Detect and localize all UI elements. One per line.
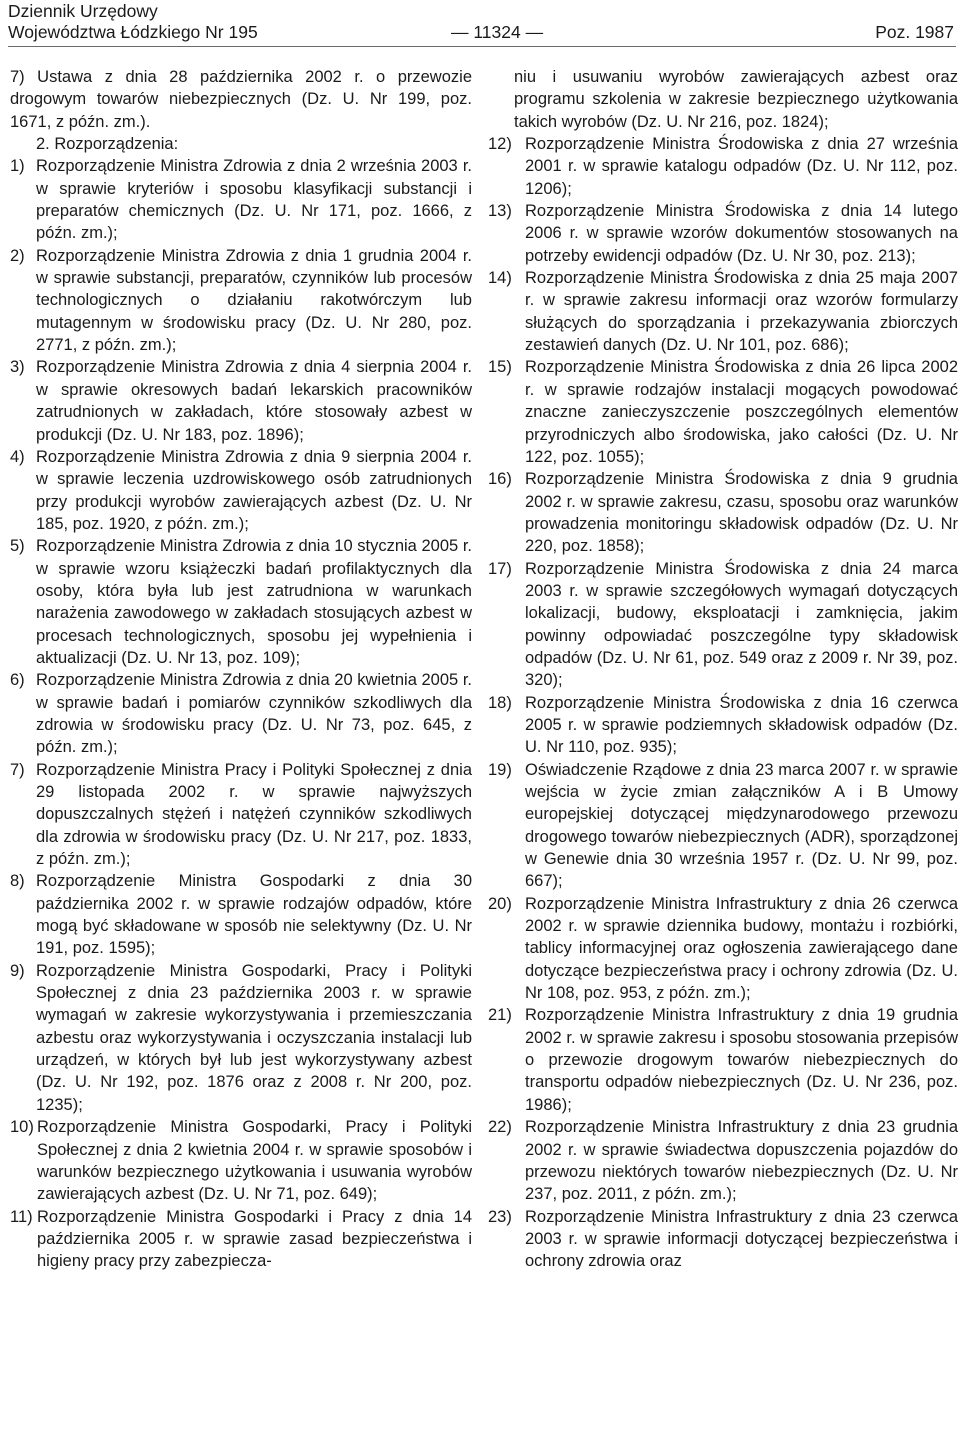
continuation-text: niu i usuwaniu wyrobów zawierających azbest oraz programu szkolenia w zakresie bezpiecznego użytkowania takich wyrobów (Dz. U. Nr 216, poz. 1824); — [514, 68, 958, 131]
list-item — [10, 356, 472, 445]
item-text: Rozporządzenie Ministra Zdrowia z dnia 10 stycznia 2005 r. w sprawie wzoru książeczki badań profilaktycznych dla osoby, która była lub jest zatrudniona w warunkach narażenia zawodowego w zakładach stosujących azbest w procesach technologicznych, sposobu jej wypełnienia i aktualizacji (Dz. U. Nr 13, poz. 109); — [36, 537, 472, 667]
left-list — [10, 155, 472, 1272]
list-item — [488, 1004, 958, 1116]
list-item — [10, 669, 472, 758]
item-number: 21) — [488, 1006, 512, 1025]
item-text: Rozporządzenie Ministra Gospodarki i Pracy z dnia 14 października 2005 r. w sprawie zasad bezpieczeństwa i higieny pracy przy zabezpiecza- — [37, 1207, 472, 1271]
item-text: Rozporządzenie Ministra Gospodarki, Pracy i Polityki Społecznej z dnia 23 października 2003 r. w sprawie wymagań w zakresie wykorzystywania i przemieszczania azbestu oraz wykorzystywania i oczyszczania instalacji lub urządzeń, w których był lub jest wykorzystywany azbest (Dz. U. Nr 192, poz. 1876 oraz z 2008 r. Nr 200, poz. 1235); — [36, 961, 472, 1114]
list-item — [10, 245, 472, 357]
right-list — [488, 133, 958, 1273]
item-number: 4) — [10, 447, 25, 466]
item-text: Rozporządzenie Ministra Zdrowia z dnia 20 kwietnia 2005 r. w sprawie badań i pomiarów czynników szkodliwych dla zdrowia w środowisku pracy (Dz. U. Nr 73, poz. 645, z późn. zm.); — [36, 671, 472, 757]
section-heading: 2. Rozporządzenia: — [36, 135, 179, 154]
list-item — [10, 960, 472, 1116]
item-number: 11) — [10, 1207, 33, 1226]
item-number: 9) — [10, 961, 25, 980]
item-number: 22) — [488, 1118, 512, 1137]
list-item — [488, 133, 958, 200]
item-text: Rozporządzenie Ministra Środowiska z dnia 26 lipca 2002 r. w sprawie rodzajów instalacji mogących powodować znaczne zanieczyszczenie poszczególnych elementów przyrodniczych albo środowiska, jako całości (Dz. U. Nr 122, poz. 1055); — [525, 358, 958, 466]
right-column — [488, 66, 958, 1273]
item-number: 10) — [10, 1118, 34, 1137]
item-number: 6) — [10, 671, 25, 690]
list-item — [488, 759, 958, 893]
item-text: Rozporządzenie Ministra Infrastruktury z dnia 23 grudnia 2002 r. w sprawie świadectwa dopuszczenia pojazdów do przewozu niektórych towarów niebezpiecznych (Dz. U. Nr 237, poz. 2011, z późn. zm.); — [525, 1118, 958, 1204]
list-item — [10, 870, 472, 959]
position-number: Poz. 1987 — [875, 22, 954, 42]
item-number: 13) — [488, 202, 512, 221]
list-item — [10, 446, 472, 535]
item-text: Rozporządzenie Ministra Środowiska z dnia 16 czerwca 2005 r. w sprawie podziemnych składowisk odpadów (Dz. U. Nr 110, poz. 935); — [525, 693, 958, 757]
item-number: 16) — [488, 470, 512, 489]
list-item — [488, 356, 958, 468]
item-number: 15) — [488, 358, 512, 377]
item-number: 3) — [10, 358, 25, 377]
list-item — [10, 1206, 472, 1273]
item-number: 12) — [488, 135, 512, 154]
item-number: 5) — [10, 537, 25, 556]
item-number: 1) — [10, 157, 25, 176]
item-text: Rozporządzenie Ministra Gospodarki, Pracy i Polityki Społecznej z dnia 2 kwietnia 2004 r. w sprawie sposobów i warunków bezpiecznego użytkowania i usuwania wyrobów zawierających azbest (Dz. U. Nr 71, poz. 649); — [37, 1118, 472, 1204]
journal-subtitle: Województwa Łódzkiego Nr 195 — [8, 22, 258, 42]
item-text: Rozporządzenie Ministra Infrastruktury z dnia 26 czerwca 2002 r. w sprawie dziennika budowy, montażu i rozbiórki, tablicy informacyjnej oraz ogłoszenia zawierającego dane dotyczące bezpieczeństwa pracy i ochrony zdrowia (Dz. U. Nr 108, poz. 953, z późn. zm.); — [525, 894, 958, 1003]
list-item — [10, 155, 472, 244]
journal-title: Dziennik Urzędowy — [8, 1, 158, 21]
item-text: Rozporządzenie Ministra Środowiska z dnia 9 grudnia 2002 r. w sprawie zakresu, czasu, sposobu oraz warunków prowadzenia monitoringu składowisk odpadów (Dz. U. Nr 220, poz. 1858); — [525, 470, 958, 556]
list-item — [488, 1206, 958, 1273]
item-text: Oświadczenie Rządowe z dnia 23 marca 2007 r. w sprawie wejścia w życie zmian załączników A i B Umowy europejskiej dotyczącej międzynarodowego przewozu drogowego towarów niebezpiecznych (ADR), sporządzonej w Genewie dnia 30 września 1957 r. (Dz. U. Nr 99, poz. 667); — [525, 760, 958, 891]
item-text: Rozporządzenie Ministra Gospodarki z dnia 30 października 2002 r. w sprawie rodzajów odpadów, które mogą być składowane w sposób nie selektywny (Dz. U. Nr 191, poz. 1595); — [36, 872, 472, 958]
item-number: 8) — [10, 872, 25, 891]
item-number: 20) — [488, 894, 512, 913]
item-number: 19) — [488, 760, 512, 779]
list-item — [10, 1116, 472, 1205]
list-item — [10, 759, 472, 871]
item-number: 7) — [10, 760, 25, 779]
item-number: 23) — [488, 1207, 512, 1226]
list-item — [488, 267, 958, 356]
item-text: Rozporządzenie Ministra Zdrowia z dnia 1 grudnia 2004 r. w sprawie substancji, preparatów, czynników lub procesów technologicznych o działaniu rakotwórczym lub mutagennym w środowisku pracy (Dz. U. Nr 280, poz. 2771, z późn. zm.); — [36, 246, 472, 355]
list-item — [488, 692, 958, 759]
item-text: Rozporządzenie Ministra Zdrowia z dnia 2 września 2003 r. w sprawie kryteriów i sposobu klasyfikacji substancji i preparatów chemicznych (Dz. U. Nr 171, poz. 1666, z późn. zm.); — [36, 157, 472, 243]
item-text: Rozporządzenie Ministra Środowiska z dnia 25 maja 2007 r. w sprawie zakresu informacji oraz wzorów formularzy służących do sporządzania i przekazywania zbiorczych zestawień danych (Dz. U. Nr 101, poz. 686); — [525, 269, 958, 355]
item-text: Rozporządzenie Ministra Zdrowia z dnia 9 sierpnia 2004 r. w sprawie leczenia uzdrowiskowego osób zatrudnionych przy produkcji wyrobów zawierających azbest (Dz. U. Nr 185, poz. 1920, z późn. zm.); — [36, 447, 472, 533]
item-number: 14) — [488, 269, 512, 288]
page-header — [8, 0, 958, 48]
list-item — [488, 558, 958, 692]
page-number: — 11324 — — [451, 22, 544, 42]
item-text: Rozporządzenie Ministra Środowiska z dnia 24 marca 2003 r. w sprawie szczegółowych wymagań dotyczących lokalizacji, budowy, eksploatacji i zamknięcia, jakim powinny odpowiadać poszczególne typy składowisk odpadów (Dz. U. Nr 61, poz. 549 oraz z 2009 r. Nr 39, poz. 320); — [525, 559, 958, 690]
item-text: Rozporządzenie Ministra Środowiska z dnia 27 września 2001 r. w sprawie katalogu odpadów (Dz. U. Nr 112, poz. 1206); — [525, 135, 958, 198]
item-text: Rozporządzenie Ministra Pracy i Polityki Społecznej z dnia 29 listopada 2002 r. w sprawie najwyższych dopuszczalnych stężeń i natężeń czynników szkodliwych dla zdrowia w środowisku pracy (Dz. U. Nr 217, poz. 1833, z późn. zm.); — [36, 760, 472, 869]
item-text: Rozporządzenie Ministra Infrastruktury z dnia 19 grudnia 2002 r. w sprawie zakresu i sposobu stosowania przepisów o przewozie drogowym towarów niebezpiecznych do transportu odpadów niebezpiecznych (Dz. U. Nr 236, poz. 1986); — [525, 1006, 958, 1114]
list-item — [488, 200, 958, 267]
item-number: 18) — [488, 693, 512, 712]
header-rule — [8, 46, 956, 47]
item-text: Rozporządzenie Ministra Środowiska z dnia 14 lutego 2006 r. w sprawie wzorów dokumentów stosowanych na potrzeby ewidencji odpadów (Dz. U. Nr 30, poz. 213); — [525, 202, 958, 265]
item-number: 2) — [10, 246, 25, 265]
list-item — [10, 535, 472, 669]
item-number: 17) — [488, 559, 512, 578]
item-text: Rozporządzenie Ministra Infrastruktury z dnia 23 czerwca 2003 r. w sprawie informacji dotyczącej bezpieczeństwa i ochrony zdrowia oraz — [525, 1207, 958, 1271]
list-item — [488, 893, 958, 1005]
list-item — [488, 1116, 958, 1205]
left-column — [10, 66, 472, 1273]
list-item — [488, 468, 958, 557]
item-text: Rozporządzenie Ministra Zdrowia z dnia 4 sierpnia 2004 r. w sprawie okresowych badań lekarskich pracowników zatrudnionych w zakładach, które stosowały azbest w produkcji (Dz. U. Nr 183, poz. 1896); — [36, 358, 472, 444]
act-item-7: 7) Ustawa z dnia 28 października 2002 r. o przewozie drogowym towarów niebezpiecznych (Dz. U. Nr 199, poz. 1671, z późn. zm.). — [10, 68, 472, 131]
